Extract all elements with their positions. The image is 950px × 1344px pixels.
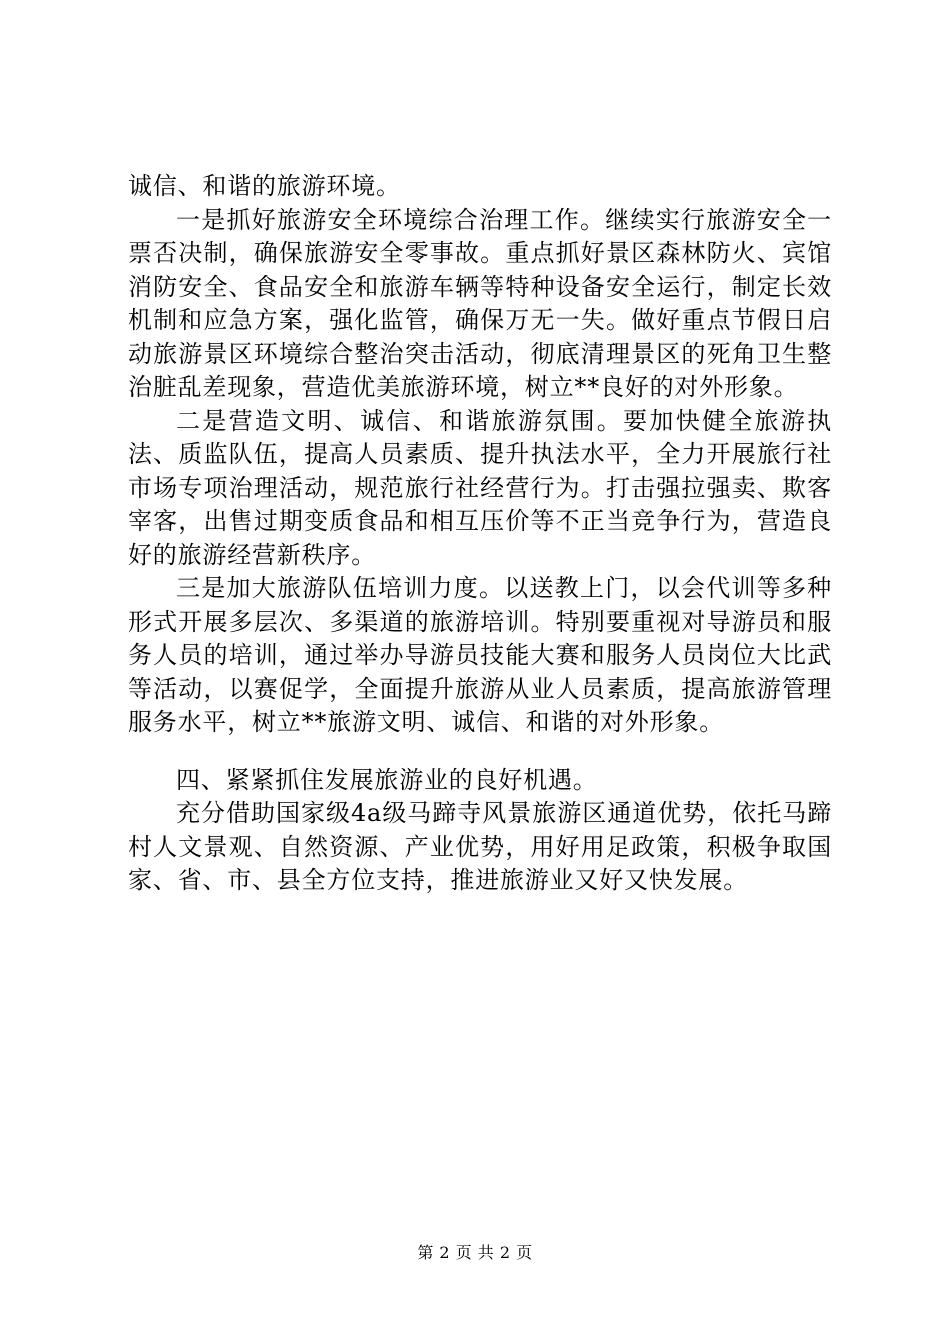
paragraph-atmosphere: 二是营造文明、诚信、和谐旅游氛围。要加快健全旅游执法、质监队伍，提高人员素质、提升执法水平，全力开展旅行社市场专项治理活动，规范旅行社经营行为。打击强拉强卖、欺客宰客，出售过期变质食品和相互压价等不正当竞争行为，营造良好的旅游经营新秩序。 xyxy=(128,406,832,569)
paragraph-training: 三是加大旅游队伍培训力度。以送教上门，以会代训等多种形式开展多层次、多渠道的旅游培训。特别要重视对导游员和服务人员的培训，通过举办导游员技能大赛和服务人员岗位大比武等活动，以赛促学，全面提升旅游从业人员素质，提高旅游管理服务水平，树立**旅游文明、诚信、和谐的对外形象。 xyxy=(128,574,832,736)
paragraph-continuation: 诚信、和谐的旅游环境。 xyxy=(128,172,401,200)
page-footer: 第 2 页 共 2 页 xyxy=(417,1243,533,1262)
paragraph-opportunity: 充分借助国家级4a级马蹄寺风景旅游区通道优势，依托马蹄村人文景观、自然资源、产业优势，用好用足政策，积极争取国家、省、市、县全方位支持，推进旅游业又好又快发展。 xyxy=(128,799,832,894)
section-heading-opportunity: 四、紧紧抓住发展旅游业的良好机遇。 xyxy=(176,765,598,794)
document-body xyxy=(128,170,832,898)
paragraph-safety: 一是抓好旅游安全环境综合治理工作。继续实行旅游安全一票否决制，确保旅游安全零事故。重点抓好景区森林防火、宾馆消防安全、食品安全和旅游车辆等特种设备安全运行，制定长效机制和应急方案，强化监管，确保万无一失。做好重点节假日启动旅游景区环境综合整治突击活动，彻底清理景区的死角卫生整治脏乱差现象，营造优美旅游环境，树立**良好的对外形象。 xyxy=(128,205,832,401)
